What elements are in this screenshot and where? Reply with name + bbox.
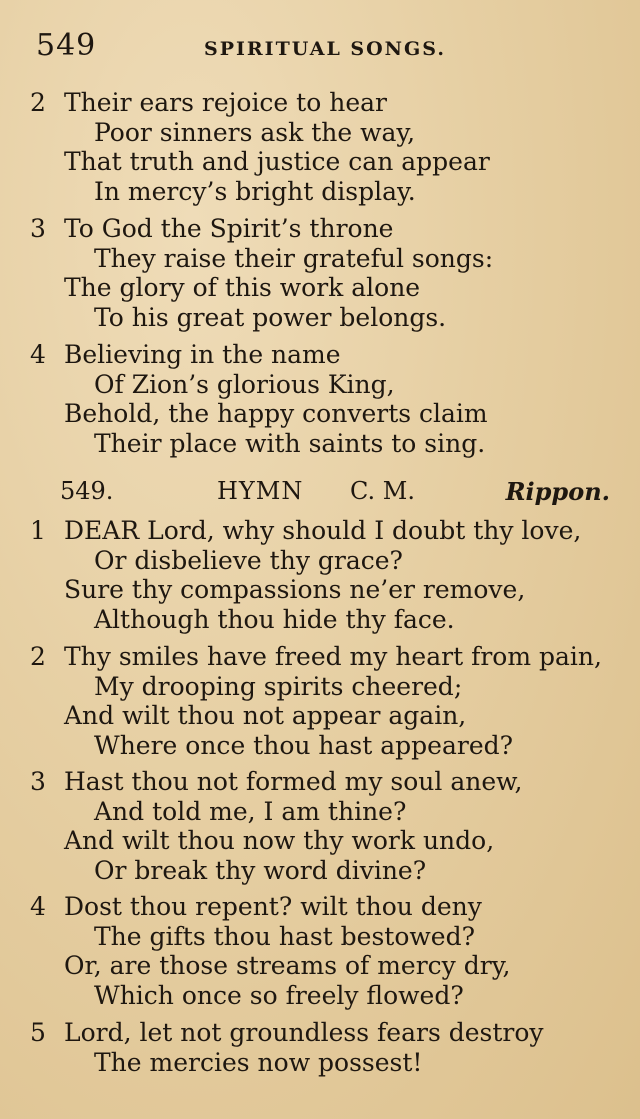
- verse-line: Of Zion’s glorious King,: [94, 369, 395, 399]
- hymn-number: 549.: [60, 477, 114, 505]
- page-header: [36, 28, 604, 68]
- verse-line: Behold, the happy converts claim: [64, 399, 488, 429]
- verse-line: In mercy’s bright display.: [94, 177, 416, 207]
- verse-line: To his great power belongs.: [94, 303, 447, 333]
- verse-line: Although thou hide thy face.: [94, 605, 455, 635]
- verse-line: And wilt thou not appear again,: [64, 701, 467, 731]
- stanza-number: 4: [30, 892, 46, 921]
- verse-line: Dost thou repent? wilt thou deny: [64, 892, 482, 921]
- stanza-number: 3: [30, 214, 46, 243]
- verse-line: Poor sinners ask the way,: [94, 117, 416, 147]
- hymn-heading: [60, 477, 610, 511]
- verse-line: Hast thou not formed my soul anew,: [64, 767, 523, 796]
- stanza: [30, 214, 620, 333]
- verse-line: Where once thou hast appeared?: [94, 731, 514, 761]
- verse-line: Or break thy word divine?: [94, 856, 427, 886]
- verse-line: My drooping spirits cheered;: [94, 671, 463, 701]
- stanza-number: 2: [30, 642, 46, 671]
- hymn-meter: C. M.: [350, 477, 415, 505]
- stanza-number: 3: [30, 767, 46, 796]
- hymn-title: HYMN: [217, 477, 304, 505]
- verse-line: And wilt thou now thy work undo,: [64, 826, 495, 856]
- stanza: [30, 1018, 620, 1077]
- stanza: [30, 88, 620, 207]
- running-title: SPIRITUAL SONGS.: [204, 38, 446, 60]
- stanza: [30, 516, 620, 635]
- verse-line: That truth and justice can appear: [64, 147, 490, 177]
- verse-line: They raise their grateful songs:: [94, 243, 494, 273]
- verse-line: The mercies now possest!: [94, 1047, 423, 1077]
- verse-line: Which once so freely flowed?: [94, 981, 464, 1011]
- verse-line: Sure thy compassions ne’er remove,: [64, 575, 526, 605]
- verse-line: Their ears rejoice to hear: [64, 88, 387, 117]
- verse-line: To God the Spirit’s throne: [64, 214, 394, 243]
- verse-line: Or disbelieve thy grace?: [94, 545, 403, 575]
- verse-line: Thy smiles have freed my heart from pain,: [64, 642, 602, 671]
- stanza-number: 4: [30, 340, 46, 369]
- stanza: [30, 892, 620, 1011]
- stanza-number: 1: [30, 516, 46, 545]
- verse-line: And told me, I am thine?: [94, 796, 407, 826]
- verse-line: Their place with saints to sing.: [94, 429, 486, 459]
- verse-line: DEAR Lord, why should I doubt thy love,: [64, 516, 582, 545]
- verse-line: Lord, let not groundless fears destroy: [64, 1018, 544, 1047]
- verse-line: The gifts thou hast bestowed?: [94, 921, 475, 951]
- stanza: [30, 767, 620, 886]
- verse-line: Believing in the name: [64, 340, 341, 369]
- stanza-number: 5: [30, 1018, 46, 1047]
- page-number: 549: [36, 28, 97, 63]
- verse-line: Or, are those streams of mercy dry,: [64, 951, 511, 981]
- stanza: [30, 642, 620, 761]
- stanza-number: 2: [30, 88, 46, 117]
- hymn-tune: Rippon.: [505, 477, 610, 506]
- verse-line: The glory of this work alone: [64, 273, 421, 303]
- stanza: [30, 340, 620, 459]
